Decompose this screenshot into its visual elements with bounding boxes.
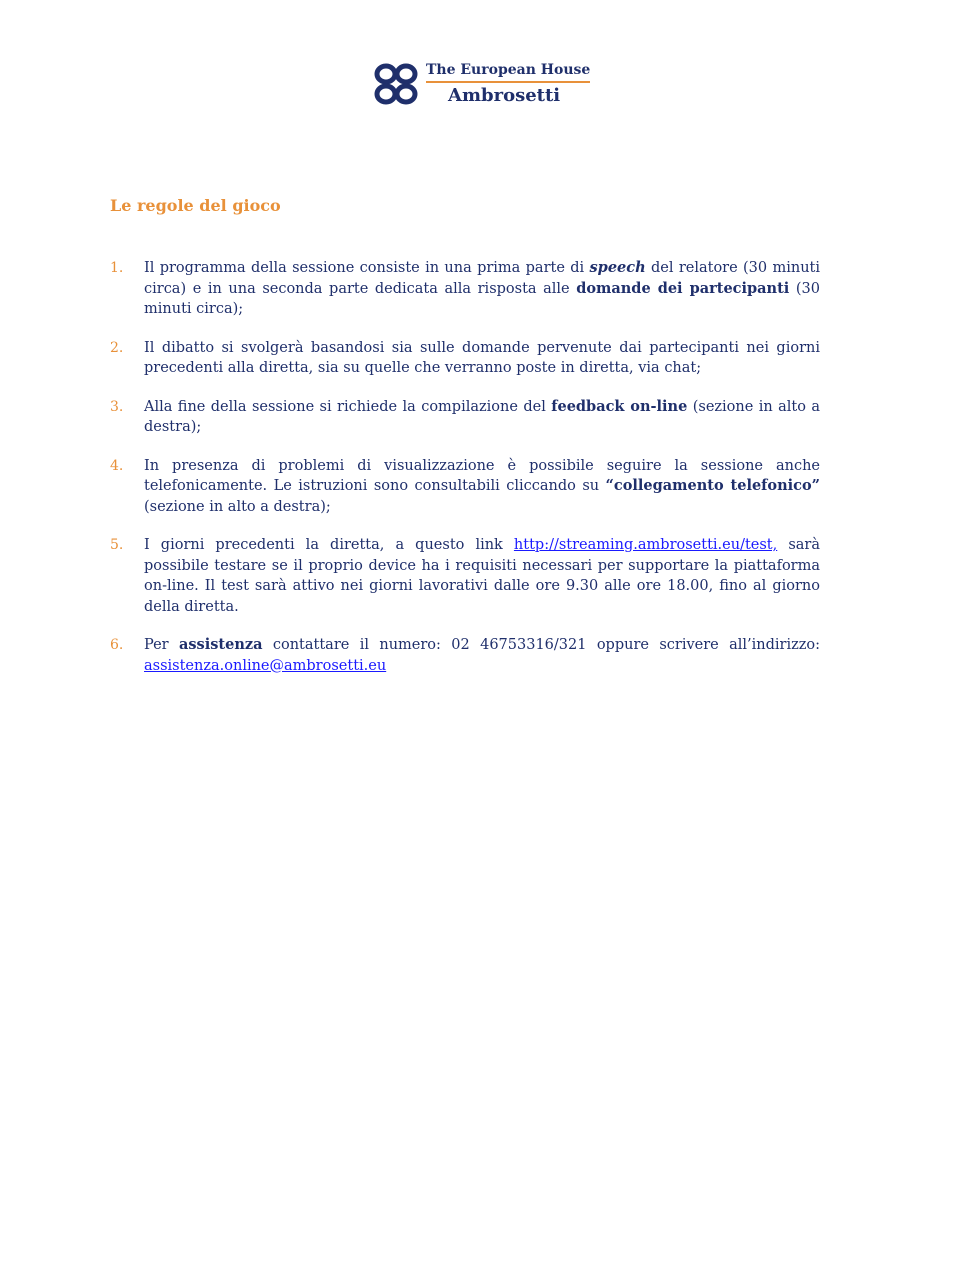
rule-bold-text: feedback on-line xyxy=(551,397,688,415)
rule-bold-text: domande dei partecipanti xyxy=(576,279,790,297)
rule-text-segment: (sezione in alto a destra); xyxy=(144,398,820,435)
logo-line-2: Ambrosetti xyxy=(448,85,561,106)
rule-text-segment: del relatore (30 minuti circa) e in una seconda parte dedicata alla risposta alle xyxy=(144,260,820,297)
rule-text xyxy=(144,635,820,676)
company-logo xyxy=(372,56,612,112)
rule-number: 2. xyxy=(110,339,124,356)
logo-wordmark xyxy=(426,62,590,106)
rule-emphasis-text: speech xyxy=(589,259,646,276)
rule-text-segment: sarà possibile testare se il proprio device ha i requisiti necessari per supportare la piattaforma on-line. Il test sarà attivo nei giorni lavorativi dalle ore 9.30 alle ore 18.00, fino al giorno della diretta. xyxy=(144,537,820,615)
rule-text-segment: Alla fine della sessione si richiede la compilazione del xyxy=(144,398,552,415)
ambrosetti-logo-icon xyxy=(372,61,422,107)
rule-item xyxy=(110,338,820,379)
rule-text xyxy=(144,397,820,438)
rule-item xyxy=(110,397,820,438)
rule-text-segment: (30 minuti circa); xyxy=(144,280,821,317)
rule-item xyxy=(110,535,820,617)
rule-text-segment: In presenza di problemi di visualizzazione è possibile seguire la sessione anche telefonicamente. Le istruzioni sono consultabili cliccando su xyxy=(144,457,820,494)
rules-list xyxy=(110,258,820,694)
rule-text-segment: Il dibatto si svolgerà basandosi sia sulle domande pervenute dai partecipanti nei giorni precedenti alla diretta, sia su quelle che verranno poste in diretta, via chat; xyxy=(144,339,820,376)
rule-link[interactable]: http://streaming.ambrosetti.eu/test, xyxy=(513,537,778,553)
rule-number: 1. xyxy=(110,260,124,276)
rule-text-segment: Per xyxy=(144,637,179,653)
rule-text-segment: I giorni precedenti la diretta, a questo link xyxy=(144,537,514,553)
rule-text xyxy=(144,338,820,379)
rule-text-segment: (sezione in alto a destra); xyxy=(144,498,331,515)
rule-text xyxy=(144,535,820,617)
logo-line-1: The European House xyxy=(426,62,590,83)
rule-item xyxy=(110,258,820,320)
rule-bold-text: assistenza xyxy=(179,636,263,653)
rule-text-segment: contattare il numero: 02 46753316/321 oppure scrivere all’indirizzo: xyxy=(262,637,821,653)
rule-item xyxy=(110,635,820,676)
section-title: Le regole del gioco xyxy=(110,196,281,215)
rule-bold-text: “collegamento telefonico” xyxy=(605,477,820,494)
rule-text-segment: Il programma della sessione consiste in una prima parte di xyxy=(144,260,590,276)
rule-text xyxy=(144,456,820,518)
rule-text xyxy=(144,258,820,320)
rule-link[interactable]: assistenza.online@ambrosetti.eu xyxy=(144,657,387,674)
rule-number: 6. xyxy=(110,637,124,653)
rule-number: 5. xyxy=(110,537,124,553)
rule-number: 4. xyxy=(110,457,124,474)
rule-number: 3. xyxy=(110,398,124,415)
rule-item xyxy=(110,456,820,518)
